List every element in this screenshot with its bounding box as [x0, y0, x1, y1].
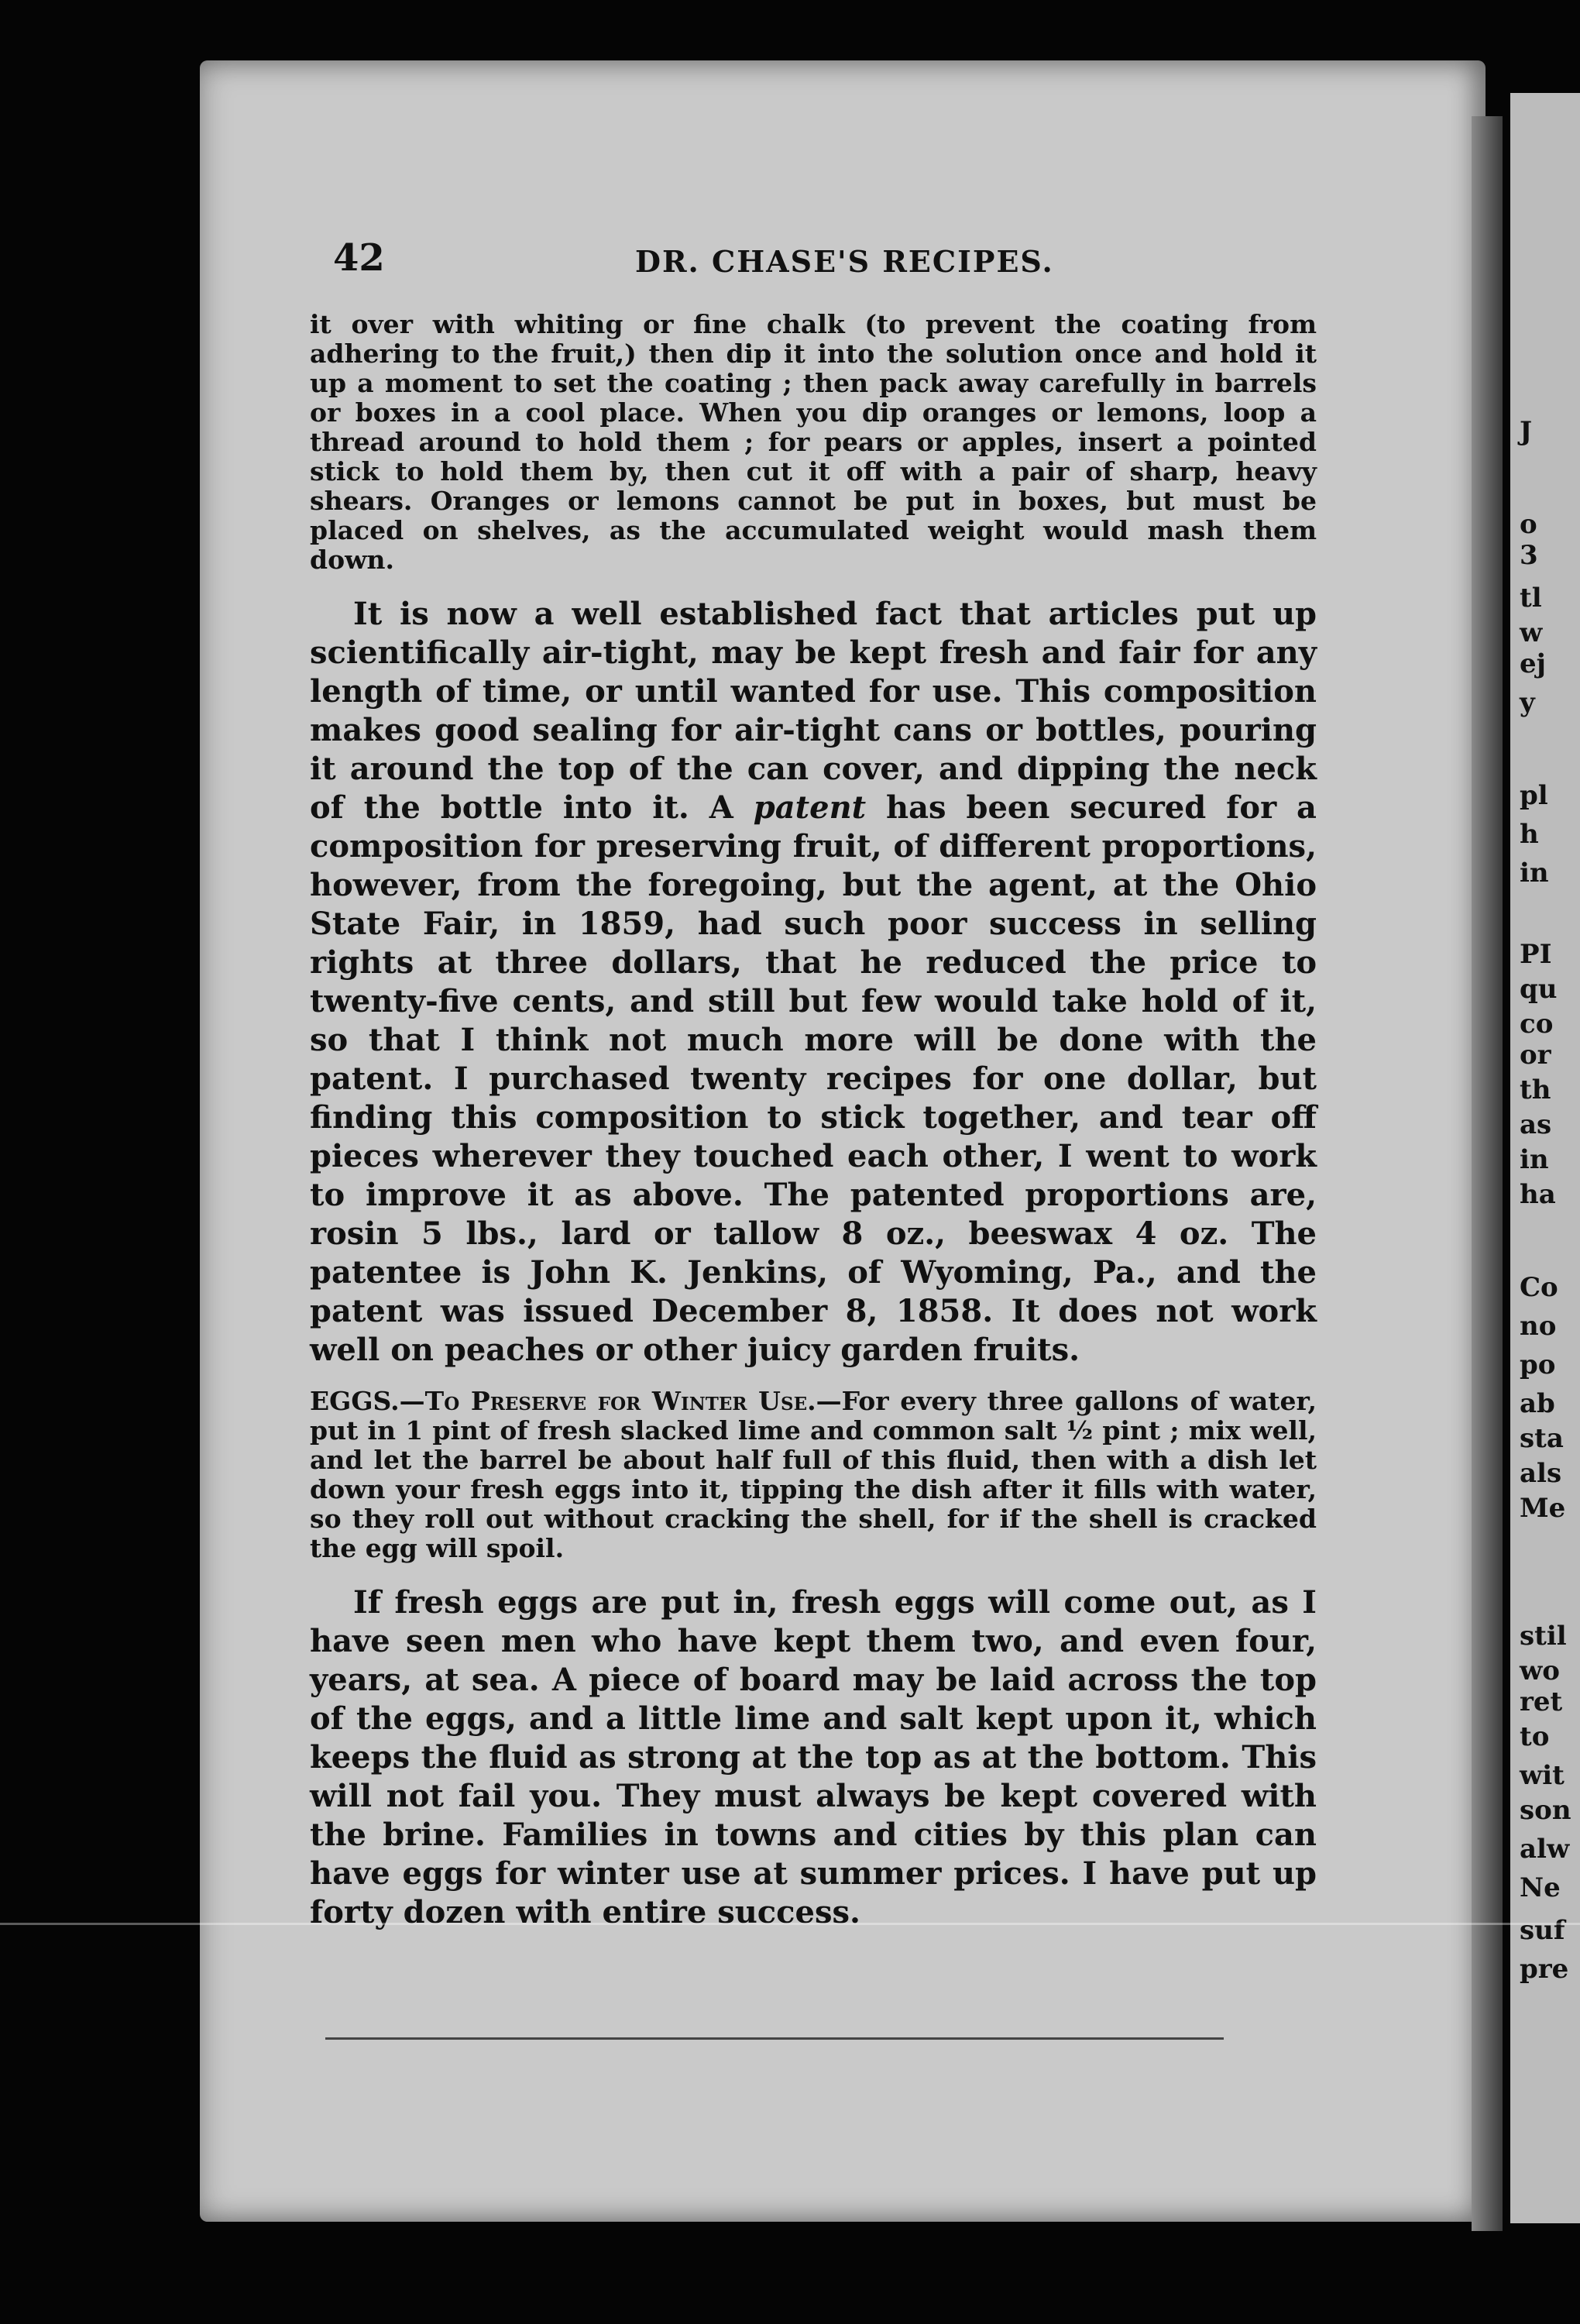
- facing-page-fragment: no: [1520, 1311, 1557, 1342]
- facing-page-fragment: stil: [1520, 1621, 1567, 1652]
- page-gutter-shadow: [1472, 116, 1503, 2231]
- facing-page-fragment: 3: [1520, 540, 1538, 571]
- facing-page-fragment: Co: [1520, 1272, 1558, 1303]
- page-body: [310, 310, 1317, 1949]
- facing-page-fragment: PI: [1520, 939, 1552, 970]
- recipe-eggs-preserve: [310, 1387, 1317, 1563]
- facing-page-fragment: as: [1520, 1109, 1552, 1140]
- paragraph-air-tight-patent: [310, 595, 1317, 1370]
- facing-page-fragment: wit: [1520, 1760, 1565, 1791]
- recipe-text: —For every three gallons of water, put in 1 pint of fresh slacked lime and common salt ½ pint ; mix well, and let the barrel be about half full of this fluid, then with a dish let down your fresh eggs into it, tipping the dish after it fills with water, so they roll out without cracking the shell, for if the shell is cracked the egg will spoil.: [310, 1386, 1317, 1563]
- facing-page-fragment: ret: [1520, 1686, 1563, 1717]
- facing-page-fragment: in: [1520, 858, 1549, 889]
- facing-page-fragment: co: [1520, 1009, 1554, 1040]
- facing-page-fragment: son: [1520, 1795, 1571, 1826]
- page-header: [333, 236, 1309, 290]
- facing-page-fragment: wo: [1520, 1655, 1560, 1686]
- running-title: DR. CHASE'S RECIPES.: [635, 244, 1054, 279]
- facing-page-fragment: po: [1520, 1349, 1556, 1380]
- facing-page-fragment: suf: [1520, 1915, 1565, 1946]
- facing-page-fragment: or: [1520, 1040, 1551, 1071]
- paragraph-text: has been secured for a composition for preserving fruit, of different proportions, however, from the foregoing, but the agent, at the Ohio State Fair, in 1859, had such poor success in selling rights at three dollars, that he reduced the price to twenty-five cents, and still but few would take hold of it, so that I think not much more will be done with the patent. I purchased twenty recipes for one dollar, but finding this composition to stick together, and tear off pieces wherever they touched each other, I went to work to improve it as above. The patented proportions are, rosin 5 lbs., lard or tallow 8 oz., beeswax 4 oz. The patentee is John K. Jenkins, of Wyoming, Pa., and the patent was issued December 8, 1858. It does not work well on peaches or other juicy garden fruits.: [310, 789, 1317, 1368]
- facing-page-fragment: to: [1520, 1721, 1550, 1752]
- facing-page-fragment: sta: [1520, 1423, 1564, 1454]
- paragraph-text: It is now a well established fact that articles put up scientifically air-tight, may be kept fresh and fair for any length of time, or until wanted for use. This composition makes good sealing for air-tight cans or bottles, pouring it around the top of the can cover, and dipping the neck of the bottle into it. A: [310, 596, 1317, 826]
- facing-page-fragment: ha: [1520, 1179, 1556, 1210]
- scan-artifact-line: [0, 1923, 1580, 1925]
- facing-page-fragment: pre: [1520, 1954, 1569, 1985]
- page-number: 42: [333, 236, 385, 280]
- facing-page-fragment: w: [1520, 617, 1543, 648]
- facing-page-fragment: qu: [1520, 974, 1558, 1005]
- footer-rule: [325, 2037, 1224, 2040]
- facing-page-fragment: als: [1520, 1458, 1562, 1489]
- facing-page-fragment: tl: [1520, 583, 1542, 614]
- facing-page-fragment: o: [1520, 509, 1537, 540]
- facing-page-fragment: pl: [1520, 780, 1548, 811]
- recipe-heading: EGGS.—To Preserve for Winter Use.: [310, 1386, 816, 1416]
- facing-page-fragment: th: [1520, 1074, 1551, 1105]
- italic-word-patent: patent: [753, 789, 867, 826]
- facing-page-fragment: ab: [1520, 1388, 1555, 1419]
- paragraph-fruit-coating: it over with whiting or fine chalk (to prevent the coating from adhering to the fruit,) then dip it into the solution once and hold it up a moment to set the coating ; then pack away carefully in barrels or boxes in a cool place. When you dip oranges or lemons, loop a thread around to hold them ; for pears or apples, insert a pointed stick to hold them by, then cut it off with a pair of sharp, heavy shears. Oranges or lemons cannot be put in boxes, but must be placed on shelves, as the accumulated weight would mash them down.: [310, 309, 1317, 575]
- facing-page-fragment: ej: [1520, 648, 1546, 679]
- facing-page-fragment: h: [1520, 819, 1539, 850]
- facing-page-fragment: alw: [1520, 1834, 1570, 1865]
- facing-page-fragment: Ne: [1520, 1872, 1561, 1903]
- facing-page-fragment: Me: [1520, 1493, 1566, 1524]
- facing-page-fragment: in: [1520, 1144, 1549, 1175]
- facing-page-fragment: y: [1520, 687, 1535, 718]
- facing-page-fragment: J: [1520, 416, 1533, 447]
- paragraph-fresh-eggs: If fresh eggs are put in, fresh eggs will come out, as I have seen men who have kept them two, and even four, years, at sea. A piece of board may be laid across the top of the eggs, and a little lime and salt kept upon it, which keeps the fluid as strong at the top as at the bottom. This will not fail you. They must always be kept covered with the brine. Families in towns and cities by this plan can have eggs for winter use at summer prices. I have put up forty dozen with entire success.: [310, 1584, 1317, 1930]
